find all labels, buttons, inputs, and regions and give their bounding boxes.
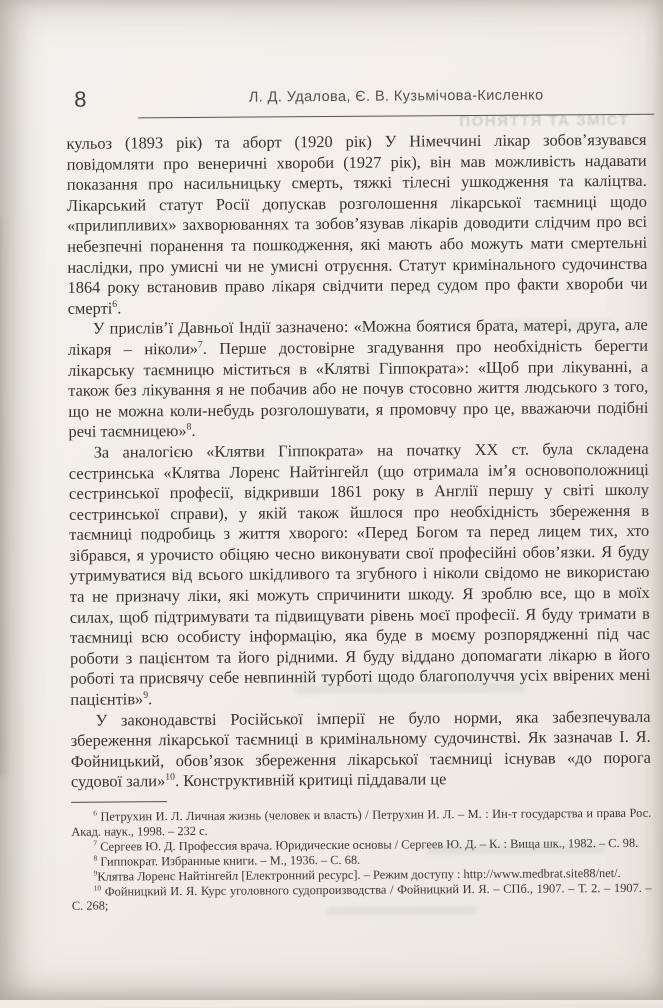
footnote-ref: 9 — [93, 868, 98, 878]
paragraph: У прислів’ї Давньої Індії зазначено: «Можна боятися брата, матері, друга, але лікаря – ніколи»$^7$. Перше достовірне згадування про необхідність берегти лікарську таємницю міститься в «Клятві Гіппократа»: «Щоб при лікуванні, а також без лікування я не побачив або не почув стосовно життя людського з того, що не можна коли-небудь розголошувати, я промовчу про це, вважаючи подібні речі таємницею»$^8$. — [67, 315, 649, 442]
footnote-item: $^9$Клятва Лоренс Найтінгейл [Електронний ресурс]. – Режим доступу : http://www.medbrat.site88/net/. — [93, 865, 621, 884]
paragraph: кульоз (1893 рік) та аборт (1920 рік) У Німеччині лікар зобов’язувався повідомляти про венеричні хвороби (1927 рік), він мав можливість надавати показання про насильницьку смерть, тяжкі тілесні ушкодження та каліцтва. Лікарський статут Росії допускав розголошення лікарської таємниці щодо «прилипливих» захворюваннях та зобов’язував лікарів доводити слідчим про всі небезпечні поранення та пошкодження, які мають або можуть мати смертельні наслідки, про умисні чи не умисні отруєння. Статут кримінального судочинства 1864 року встановив право лікаря свідчити перед судом про факти хвороби чи смерті$^6$. — [66, 129, 648, 318]
footnote-ref: 6 — [112, 298, 118, 310]
page-body — [66, 130, 651, 793]
footnote-ref: 7 — [197, 339, 203, 351]
footnote-ref: 8 — [186, 421, 192, 433]
footnote-item: $^{10}$ Фойницкий И. Я. Курс уголовного судопроизводства / Фойницкий И. Я. – СПб., 1907. – Т. 2. – 1907. – С. 268; — [71, 880, 652, 914]
footnote-ref: 8 — [93, 853, 98, 863]
page-number: 8 — [74, 86, 87, 112]
footnote-ref: 9 — [143, 689, 149, 701]
footnote-divider — [71, 801, 167, 803]
paragraph: У законодавстві Російської імперії не було норми, яка забезпечувала збереження лікарської таємниці в кримінальному судочинстві. Як зазначав І. Я. Фойницький, обов’язок збереження лікарської таємниці існував «до порога судової зали»$^{10}$. Конструктивній критиці піддавали це — [70, 706, 651, 792]
footnotes — [71, 806, 652, 914]
text-column — [66, 130, 651, 914]
bleed-through-text: ПОНЯТТЯ ТА ЗМІСТ — [459, 111, 630, 131]
footnote-item: $^7$ Сергеев Ю. Д. Профессия врача. Юридические основы / Сергеев Ю. Д. – К. : Вища шк., 1982. – С. 98. — [93, 835, 639, 854]
footnote-ref: 10 — [93, 883, 102, 893]
running-header-authors: Л. Д. Удалова, Є. В. Кузьмічова-Кисленко — [248, 87, 544, 106]
running-header — [138, 86, 654, 119]
footnote-ref: 10 — [165, 772, 176, 784]
footnote-item: $^6$ Петрухин И. Л. Личная жизнь (человек и власть) / Петрухин И. Л. – М. : Ин-т государства и права Рос. Акад. наук., 1998. – 232 с. — [71, 805, 652, 839]
footnote-item: $^8$ Гиппократ. Избранные книги. – М., 1936. – С. 68. — [93, 852, 361, 869]
footnote-ref: 7 — [93, 838, 98, 848]
footnote-ref: 6 — [93, 808, 97, 818]
paragraph: За аналогією «Клятви Гіппократа» на початку ХХ ст. була складена сестринська «Клятва Лоренс Найтінгейл (що отримала ім’я основоположниці сестринської професії, відкривши 1861 року в Англії першу у світі школу сестринської справи), у якій також йшлося про необхідність збереження в таємниці подробиць з життя хворого: «Перед Богом та перед лицем тих, хто зібрався, я урочисто обіцяю чесно виконувати свої професійні обов’язки. Я буду утримуватися від всього шкідливого та згубного і ніколи свідомо не використаю та не призначу ліки, які можуть спричинити шкоду. Я зроблю все, що в моїх силах, щоб підтримувати та підвищувати рівень моєї професії. Я буду тримати в таємниці всю особисту інформацію, яка буде в моєму розпорядженні під час роботи з пацієнтом та його рідними. Я буду віддано допомагати лікарю в його роботі та присвячу себе невпинній турботі щодо благополуччя усіх ввірених мені пацієнтів»$^9$. — [68, 438, 651, 709]
book-gutter-shadow — [0, 216, 10, 776]
